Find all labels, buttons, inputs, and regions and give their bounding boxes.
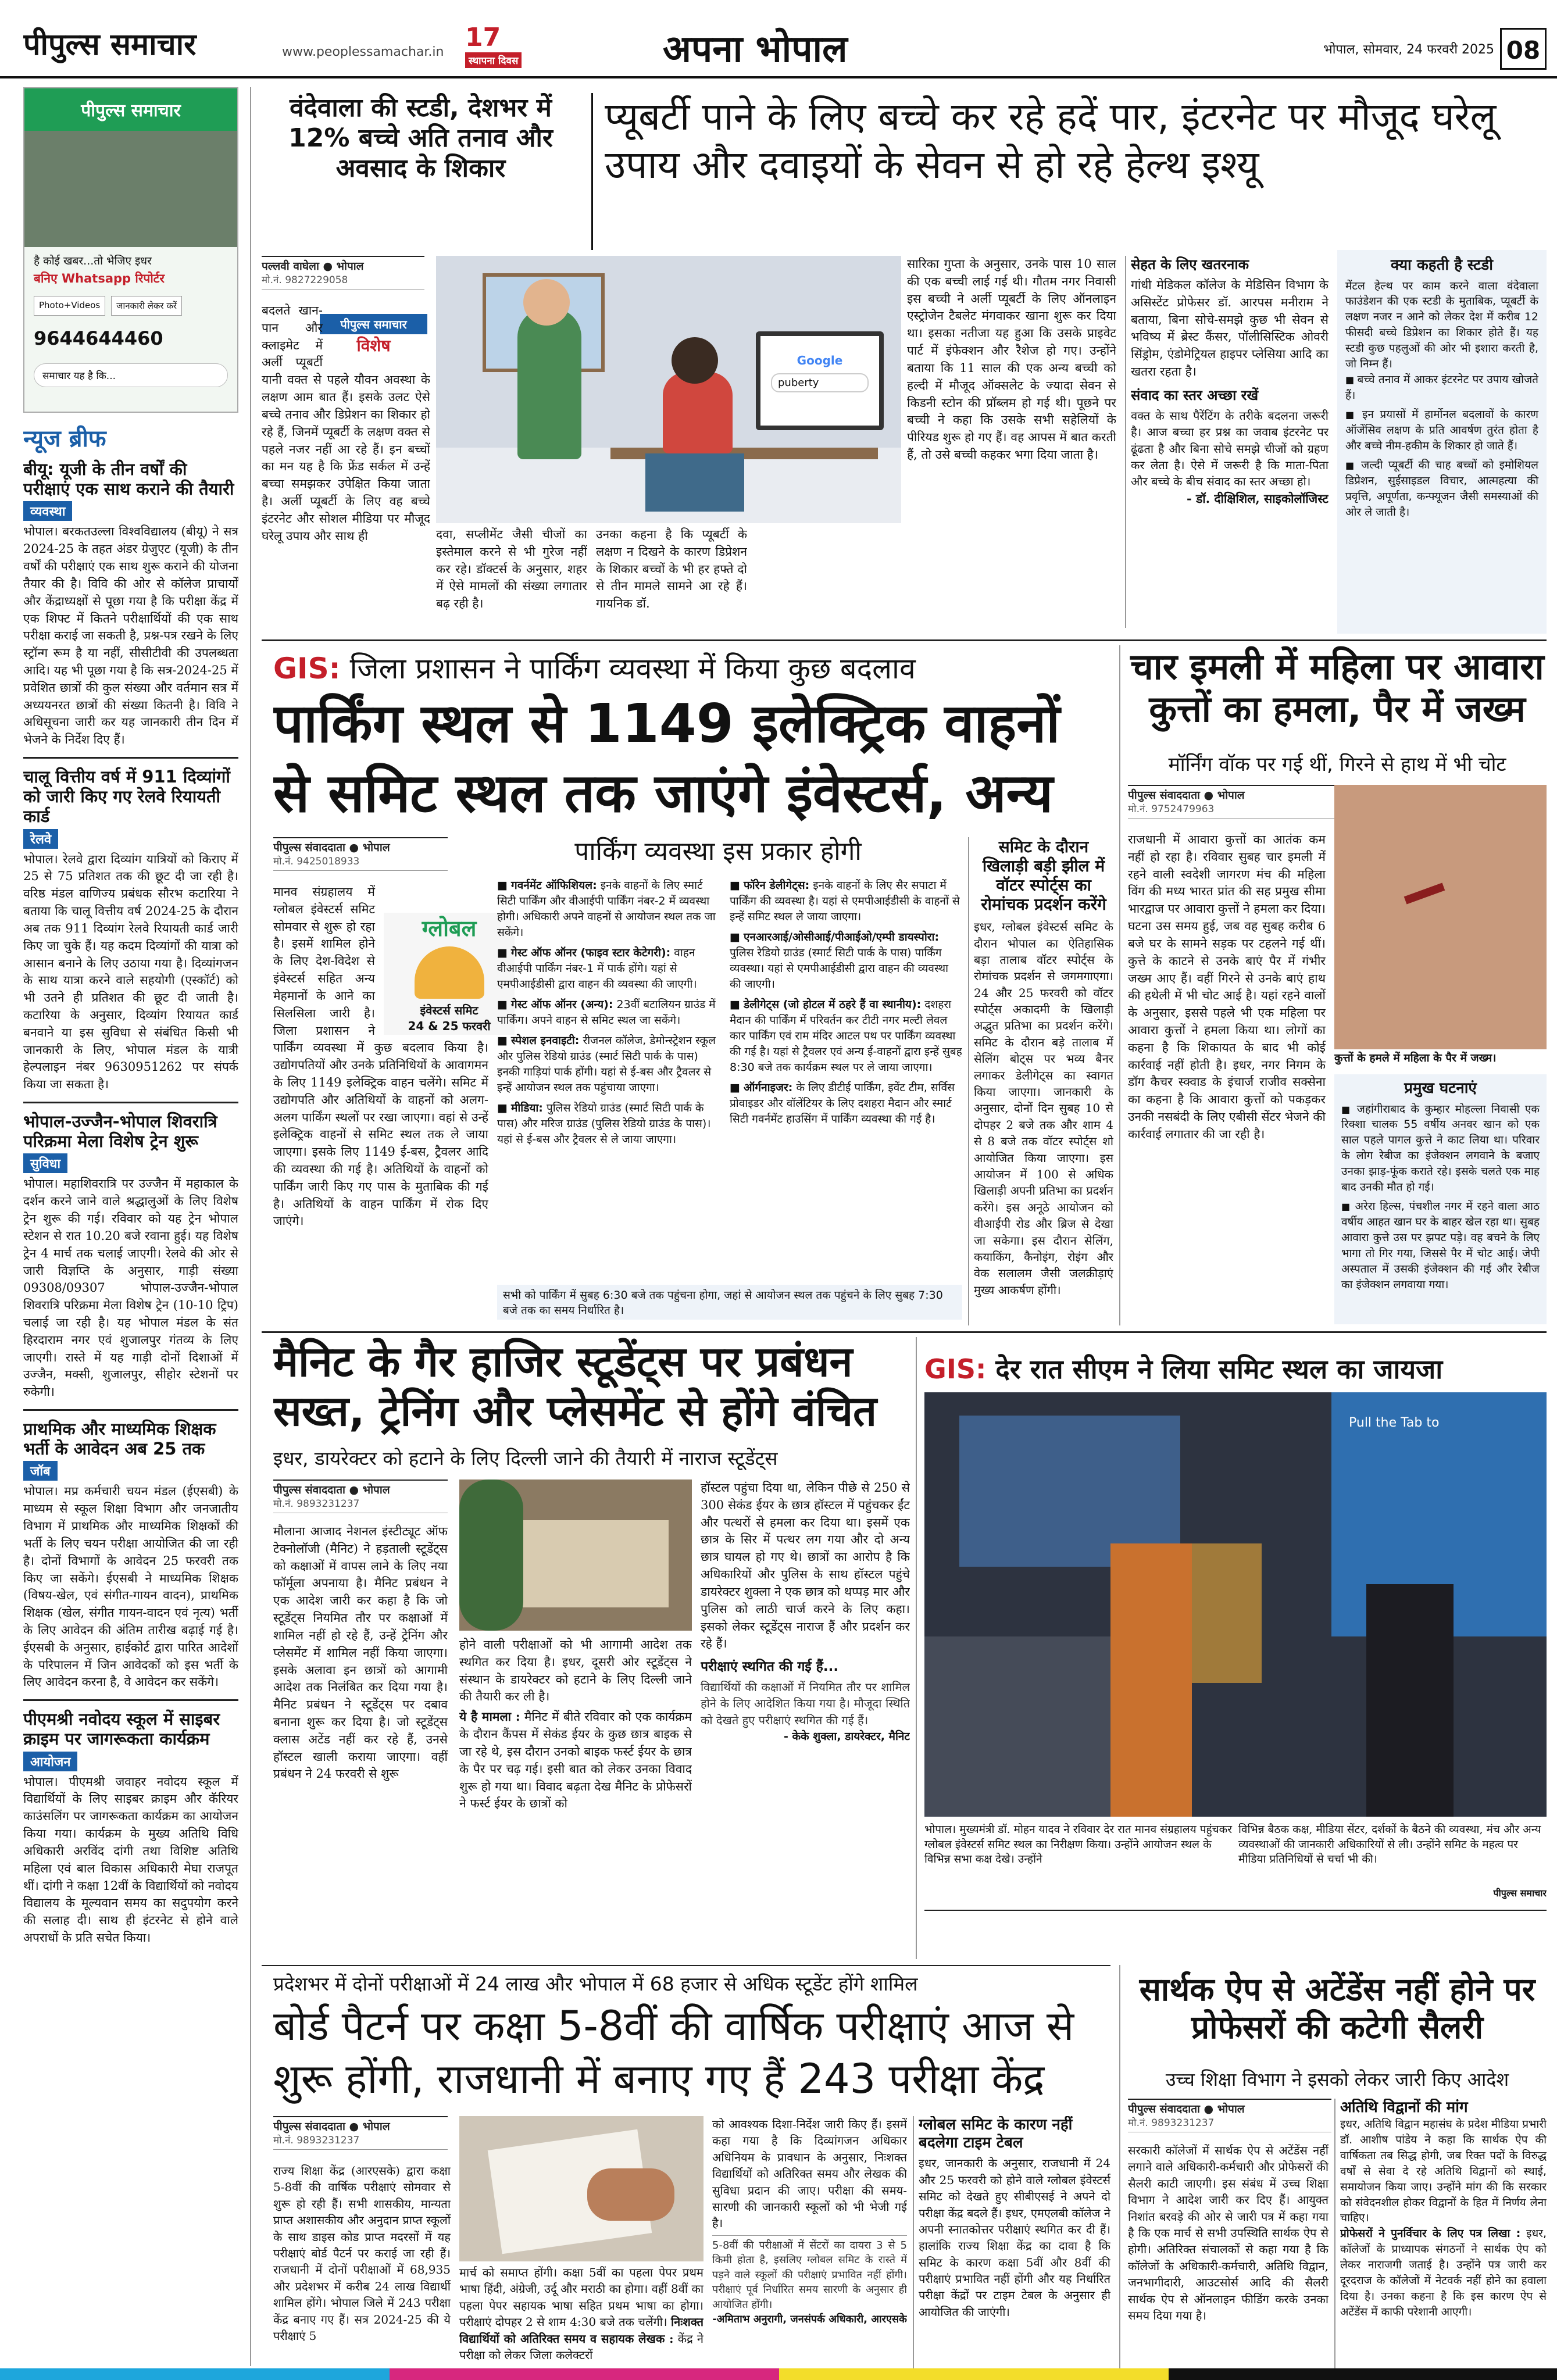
story5-col2: होने वाली परीक्षाओं को भी आगामी आदेश तक स्थगित कर दिया है। इधर, दूसरी ओर स्टूडेंट्स ने संस्थान के डायरेक्टर को हटाने के लिए दिल्ली जाने की तैयारी कर ली है। ये है मामला : मैनिट में बीते रविवार को एक कार्यक्रम के दौरान कैंपस में सेकंड ईयर के कुछ छात्र बाइक से जा रहे थे, इस दौरान उनको बाइक फर्स्ट ईयर के छात्र के पैर पर चढ़ गई। इसी बात को लेकर उनका विवाद शुरू हो गया था। विवाद बढ़ता देख मैनिट के प्रोफेसरों ने फर्स्ट ईयर के छात्रों को [459,1638,692,1811]
byline-text: पीपुल्स संवाददाता ● भोपाल [1128,2103,1245,2115]
byline-phone: मो.नं. 9893231237 [273,1498,360,1510]
story7-byline [273,2116,448,2157]
byline-phone: मो.नं. 9893231237 [1128,2117,1215,2129]
promo-line-2: बनिए Whatsapp रिपोर्टर [34,271,165,285]
story7-kicker: प्रदेशभर में दोनों परीक्षाओं में 24 लाख और भोपाल में 68 हजार से अधिक स्टूडेंट होंगे शामिल [273,1972,918,1995]
official-figure [1366,1584,1454,1817]
dateline: भोपाल, सोमवार, 24 फरवरी 2025 [1323,42,1494,57]
story3-headline: समिट के दौरान खिलाड़ी बड़ी झील में वॉटर स्पोर्ट्स का रोमांचक प्रदर्शन करेंगे [981,837,1106,914]
story4-body: राजधानी में आवारा कुत्तों का आतंक कम नहीं हो रहा है। रविवार सुबह चार इमली में रहने वाली स्वदेशी जागरण मंच की महिला विंग की मध्य भारत प्रांत की सह प्रमुख सीमा भारद्वाज पर आवारा कुत्तों ने हमला कर दिया। घटना उस समय हुई, जब वह सुबह करीब 6 बजे घर के सामने सड़क पर टहलने गई थीं। कुत्ते के काटने से उनके बाएं पैर में गंभीर जख्म आए हैं। वहीं गिरने से उनके बाएं हाथ की हथेली में भी चोट आई है। यहां रहने वालों के अनुसार, इससे पहले भी एक महिला पर आवारा कुत्तों ने हमला किया था। लोगों का कहना है कि शिकायत के बाद भी कोई कार्रवाई नहीं होती है। इधर, नगर निगम के डॉग कैचर स्क्वाड के इंचार्ज राजीव सक्सेना का कहना है कि आवारा कुत्तों को पकड़कर उनकी नसबंदी के लिए एबीसी सेंटर भेजने की कार्रवाई लगातार की जा रही है। [1128,832,1326,1141]
photo-video-button[interactable]: Photo+Videos [34,296,105,316]
col3-signature: -अमिताभ अनुरागी, जनसंपर्क अधिकारी, आरएसके [712,2313,907,2326]
story7-headline: बोर्ड पैटर्न पर कक्षा 5-8वीं की वार्षिक परीक्षाएं आज से शुरू होंगी, राजधानी में बनाए गए हैं 243 परीक्षा केंद्र [273,2002,1074,2103]
brief-tag: व्यवस्था [23,501,72,521]
story1-headline [605,93,1535,250]
sidebar-text: इधर, जानकारी के अनुसार, राजधानी में 24 और 25 फरवरी को होने वाले ग्लोबल इंवेस्टर्स समिट को देखते हुए सीबीएसई ने अपने दो परीक्षा केंद्र बदले हैं। इधर, एमएलबी कॉलेज ने अपनी स्नातकोत्तर परीक्षाएं स्थगित कर दी हैं। हालांकि राज्य शिक्षा केंद्र का दावा है कि समिट के कारण कक्षा 5वीं और 8वीं की परीक्षाएं प्रभावित नहीं होंगी और यह निर्धारित परीक्षा केंद्रों पर टाइम टेबल के अनुसार ही आयोजित की जाएंगी। [919,2156,1110,2319]
parking-item: ■ गेस्ट ऑफ ऑनर (अन्य): 23वीं बटालियन ग्राउंड में पार्किंग। अपने वाहन से समिट स्थल जा सकेंगे। [497,998,716,1027]
col5-subhead-2: संवाद का स्तर अच्छा रखें [1131,387,1259,403]
brief-item [23,459,238,749]
incident-point: ■ जहांगीराबाद के कुम्हार मोहल्ला निवासी एक रिक्शा चालक 55 वर्षीय अनवर खान को एक साल पहले पागल कुत्ते ने काट लिया था। परिवार के लोग रेबीज का इंजेक्शन लगवाने के बजाए उनका झाड़-फूंक कराते रहे। इसके चलते एक माह बाद उनकी मौत हो गई। [1341,1102,1540,1196]
anniversary-badge [465,23,547,76]
story8-body: सरकारी कॉलेजों में सार्थक ऐप से अटेंडेंस नहीं लगाने वाले अधिकारी-कर्मचारी और प्रोफेसरों की सैलरी काटी जाएगी। इस संबंध में उच्च शिक्षा विभाग ने आदेश जारी कर दिए हैं। आयुक्त निशांत बरवड़े की ओर से जारी पत्र में कहा गया है कि एक मार्च से सभी उपस्थिति सार्थक ऐप से होगी। अतिरिक्त संचालकों से कहा गया है कि कॉलेजों के अधिकारी-कर्मचारी, अतिथि विद्वान, जनभागीदारी, आउटसोर्स आदि की सैलरी सार्थक ऐप से ऑनलाइन फीडिंग करके उनका समय दिया गया है। [1128,2143,1329,2322]
incident-point: ■ अरेरा हिल्स, पंचशील नगर में रहने वाला आठ वर्षीय आहत खान घर के बाहर खेल रहा था। सुबह आवारा कुत्ते उस पर झपट पड़े। वह बचने के लिए भागा तो गिर गया, जिससे पैर में चोट आई। जेपी अस्पताल में उसकी इंजेक्शन की गई और रेबीज का इंजेक्शन लगवाया गया। [1341,1199,1540,1293]
incident-box [1334,1074,1547,1324]
study-point: ■ जल्दी प्यूबर्टी की चाह बच्चों को इमोशियल डिप्रेशन, सुईसाइडल विचार, आत्महत्या की प्रवृत्ति, अपूर्णता, कन्फ्यूजन जैसी समस्याओं की ओर ले जाती है। [1345,458,1538,520]
byline-text: पीपुल्स संवाददाता ● भोपाल [273,1484,390,1496]
parking-footnote: सभी को पार्किंग में सुबह 6:30 बजे तक पहुंचना होगा, जहां से आयोजन स्थल तक पहुंचने के लिए सुबह 7:30 बजे तक का समय निर्धारित है। [497,1285,962,1320]
story3 [974,837,1113,1325]
story5-col1: मौलाना आजाद नेशनल इंस्टीट्यूट ऑफ टेक्नोलॉजी (मैनिट) ने हड़ताली स्टूडेंट्स को कक्षाओं में वापस लाने के लिए नया फॉर्मूला अपनाया है। मैनिट प्रबंधन ने एक आदेश जारी कर कहा है कि जो स्टूडेंट्स नियमित तौर पर कक्षाओं में शामिल नहीं हो रहे हैं, उन्हें ट्रेनिंग और प्लेसमेंट में शामिल नहीं किया जाएगा। इसके अलावा इन छात्रों को आगामी आदेश तक निलंबित कर दिया गया है। मैनिट प्रबंधन ने स्टूडेंट्स पर दबाव बनाना शुरू कर दिया है। जो स्टूडेंट्स क्लास अटेंड नहीं कर रहे हैं, उनसे हॉस्टल खाली कराया जाएगा। वहीं प्रबंधन ने 24 फरवरी से शुरू [273,1524,448,1781]
brief-item [23,1112,238,1401]
story6-kicker-text: देर रात सीएम ने लिया समिट स्थल का जायजा [995,1353,1443,1385]
anniv-number: 17 [465,23,501,52]
gis-label: GIS: [273,652,341,685]
brief-tag: आयोजन [23,1752,77,1771]
exam-photo [459,2116,703,2261]
story3-body: इधर, ग्लोबल इंवेस्टर्स समिट के दौरान भोपाल का ऐतिहासिक बड़ा तालाब वॉटर स्पोर्ट्स के रोमांचक प्रदर्शन से जगमगाएगा। 24 और 25 फरवरी को वॉटर स्पोर्ट्स अकादमी के खिलाड़ी अद्भुत प्रतिभा का प्रदर्शन करेंगे। समिट के दौरान बड़े तालाब में सेलिंग बोट्स पर भव्य बैनर लगाकर डेलीगेट्स का स्वागत किया जाएगा। जानकारी के अनुसार, दोनों दिन सुबह 10 से दोपहर 2 बजे तक और शाम 4 से 8 बजे तक वॉटर स्पोर्ट्स शो आयोजित किया जाएगा। इस आयोजन में 100 से अधिक खिलाड़ी अपनी प्रतिभा का प्रदर्शन करेंगे। इस अनूठे आयोजन को वीआईपी रोड और ब्रिज से देखा जा सकेगा। इस दौरान सेलिंग, कयाकिंग, कैनोइंग, रोइंग और वेक सलालम जैसी जलक्रीड़ाएं मुख्य आकर्षण होंगी। [974,920,1113,1297]
sidebar-text-2: प्रोफेसरों ने पुनर्विचार के लिए पत्र लिखा : इधर, कॉलेजों के प्राध्यापक संगठनों ने सार्थक ऐप को लेकर नाराजगी जताई है। उन्होंने पत्र जारी कर दूरदराज के कॉलेजों में नेटवर्क नहीं होने का हवाला दिया है। उनका कहना है कि इस कारण ऐप से अटेंडेंस में काफी परेशानी आएगी। [1340,2227,1547,2319]
story8-headline: सार्थक ऐप से अटेंडेंस नहीं होने पर प्रोफेसरों की कटेगी सैलरी [1139,1971,1535,2046]
story4-photo-caption: कुत्तों के हमले में महिला के पैर में जख्म। [1334,1052,1497,1064]
byline-text: पीपुल्स संवाददाता ● भोपाल [1128,789,1245,802]
story1-illustration [436,256,901,523]
brief-item [23,1709,238,1947]
byline-phone: मो.नं. 9425018933 [273,855,360,867]
mother-figure [517,308,581,459]
sidebar-subhead: ग्लोबल समिट के कारण नहीं बदलेगा टाइम टेबल [919,2116,1073,2152]
parking-item: ■ गवर्नमेंट ऑफिशियल: इनके वाहनों के लिए स्मार्ट सिटी पार्किंग और वीआईपी पार्किंग नंबर-2 में व्यवस्था होगी। अधिकारी अपने वाहनों से आयोजन स्थल तक जा सकेंगे। [497,879,716,939]
byline-phone: मो.नं. 9893231237 [273,2134,360,2146]
story2-kicker [273,648,1070,689]
story8-byline [1128,2099,1331,2139]
story1-col1: बदलते खान-पान और क्लाइमेट में अर्ली प्यूबर्टी यानी वक्त से पहले यौवन अवस्था के लक्षण आम बात हैं। इसके उलट ऐसे बच्चे तनाव और डिप्रेशन का शिकार हो रहे हैं, जिनमें प्यूबर्टी के लक्षण वक्त से पहले नजर नहीं आ रहे हैं। इन बच्चों का मन यह है कि फ्रेंड सर्कल में उन्हें बच्चा समझकर उपेक्षित किया जाता है। अर्ली प्यूबर्टी के लिए वह बच्चे इंटरनेट और सोशल मीडिया पर मौजूद घरेलू उपाय और साथ ही [262,303,430,543]
monitor [756,331,884,430]
page-number: 08 [1500,28,1547,70]
child-head [672,337,718,384]
col5-subhead: सेहत के लिए खतरनाक [1131,256,1249,273]
brief-headline: भोपाल-उज्जैन-भोपाल शिवरात्रि परिक्रमा मेला विशेष ट्रेन शुरू [23,1112,217,1152]
story6-kicker [924,1349,1547,1389]
promo-line-1: है कोई खबर...तो भेजिए इधर [34,255,152,267]
gis-label: GIS: [924,1353,987,1385]
google-logo: Google [797,353,843,367]
parking-item: ■ एनआरआई/ओसीआई/पीआईओ/एम्पी डायस्पोरा: पुलिस रेडियो ग्राउंड (स्मार्ट सिटी पार्क के पास) पार्किंग व्यवस्था। यहां से एमपीआईडीसी द्वारा वाहन की व्यवस्था की जाएगी। [730,930,949,991]
study-point: ■ इन प्रयासों में हार्मोनल बदलावों के कारण ऑजेंसिव लक्षण के प्रति आवर्षण तुरंत होता है और बच्चे नीम-हकीम के शिकार हो जाते हैं। [1345,407,1538,454]
banner-text: Pull the Tab to [1349,1416,1440,1430]
masthead [0,0,1557,78]
story7-sidebar [919,2116,1110,2375]
brief-headline: पीएमश्री नवोदय स्कूल में साइबर क्राइम पर जागरूकता कार्यक्रम [23,1709,220,1749]
summit-logo-title: ग्लोबल [422,916,477,941]
story2-body: मानव संग्रहालय में ग्लोबल इंवेस्टर्स समिट सोमवार से शुरू हो रहा है। इसमें शामिल होने के लिए देश-विदेश से इंवेस्टर्स सहित अन्य मेहमानों के आने का सिलसिला जारी है। जिला प्रशासन ने पार्किंग व्यवस्था में कुछ बदलाव किया है। उद्योगपतियों और उनके प्रतिनिधियों के आवागमन के लिए 1149 इलेक्ट्रिक वाहन चलेंगे। समिट में उद्योगपति और अतिथियों के वाहनों को अलग-अलग पार्किंग स्थलों पर रखा जाएगा। वहां से उन्हें इलेक्ट्रिक वाहनों से समिट स्थल तक ले जाया जाएगा। इसके लिए 1149 ई-बस, ट्रैवलर आदि की व्यवस्था की गई है। अतिथियों के वाहनों को पार्किंग जारी किए गए पास के मुताबिक की गई है। अतिथियों के वाहन पार्किंग में रोक दिए जाएंगे। [273,885,488,1228]
byline-phone: मो.नं. 9752479963 [1128,803,1215,815]
incident-box-title: प्रमुख घटनाएं [1404,1080,1477,1097]
parking-item: ■ फॉरेन डेलीगेट्स: इनके वाहनों के लिए सैर सपाटा में पार्किंग की व्यवस्था है। यहां से एमपीआईडीसी के वाहनों से इन्हें समिट स्थल ले जाया जाएगा। [730,879,960,923]
story5-headline: मैनिट के गैर हाजिर स्टूडेंट्स पर प्रबंधन सख्त, ट्रेनिंग और प्लेसमेंट से होंगे वंचित [273,1337,877,1435]
photo-credit: पीपुल्स समाचार [1493,1888,1547,1899]
col3-note: 5-8वीं की परीक्षाओं में सेंटरों का दायरा 3 से 5 किमी होता है, इसलिए ग्लोबल समिट के रास्ते में पड़ने वाले स्कूलों की परीक्षाएं प्रभावित नहीं होंगी। परीक्षाएं पूर्व निर्धारित समय सारणी के अनुसार ही आयोजित होंगी। [712,2235,907,2313]
registration-strip-yellow [779,2368,1169,2380]
brief-item [23,767,238,1093]
parking-col2 [730,878,962,1285]
brief-body: भोपाल। महाशिवरात्रि पर उज्जैन में महाकाल के दर्शन करने जाने वाले श्रद्धालुओं के लिए विशेष ट्रेन शुरू की गई। रविवार को यह ट्रेन भोपाल स्टेशन से रात 10.20 बजे रवाना हुई। यह विशेष ट्रेन 4 मार्च तक चलाई जाएगी। रेलवे की ओर से जारी विज्ञप्ति के अनुसार, गाड़ी संख्या 09308/09307 भोपाल-उज्जैन-भोपाल शिवरात्रि परिक्रमा मेला विशेष ट्रेन (10-10 ट्रिप) चलाई जा रही है। यह भोपाल मंडल के संत हिरदाराम नगर एवं शुजालपुर गंतव्य के लिए जाएगी। रास्ते में यह गाड़ी दोनों दिशाओं में उज्जैन, मक्सी, शुजालपुर, सीहोर स्टेशनों पर रुकेगी। [23,1177,238,1399]
crowd [924,1636,1110,1817]
child-figure [663,372,733,453]
story1-byline [262,256,424,296]
story1-kicker-text: वंदेवाला की स्टडी, देशभर में 12% बच्चे अति तनाव और अवसाद के शिकार [288,93,553,183]
parking-item: ■ डेलीगेट्स (जो होटल में ठहरे हैं वा स्थानीय): दशहरा मैदान की पार्किंग में परिवर्तन कर टीटी नगर मल्टी लेवल कार पार्किंग एवं राम मंदिर आटल पथ पर पार्किंग व्यवस्था की गई है। यहां से ट्रैवलर एवं अन्य ई-वाहनों द्वारा इन्हें सुबह 8:30 बजे तक कार्यक्रम स्थल पर ले जाया जाएगा। [730,998,962,1074]
incident-points [1341,1102,1540,1293]
story4-photo [1334,785,1547,1049]
cm-visit-photo [924,1392,1547,1817]
cm-photo-caption-2: विभिन्न बैठक कक्ष, मीडिया सेंटर, दर्शकों के बैठने की व्यवस्था, मंच और अन्य व्यवस्थाओं की जानकारी अधिकारियों से ली। उन्होंने समिट के महत्व पर मीडिया प्रतिनिधियों से चर्चा भी की। [1238,1823,1541,1866]
story2-byline [273,837,448,878]
section-title: अपना भोपाल [663,28,848,71]
story4-byline [1128,785,1337,826]
story1-kicker [262,93,593,250]
col5-signature: - डॉ. दीक्षिशिल, साइकोलॉजिस्ट [1187,491,1329,506]
news-brief-column [23,459,238,2366]
website-link[interactable]: www.peoplessamachar.in [282,45,444,59]
summit-logo-date: 24 & 25 फरवरी [408,1019,491,1033]
study-box-intro: मेंटल हेल्थ पर काम करने वाला वंदेवाला फाउंडेशन की एक स्टडी के मुताबिक, प्यूबर्टी के लक्षण नजर न आने को लेकर देश में करीब 12 फीसदी बच्चे डिप्रेशन का शिकार होते हैं। यह स्टडी कुछ पहलुओं की ओर भी इशारा करती है, जो निम्न हैं। [1345,279,1538,371]
story1-col4: सारिका गुप्ता के अनुसार, उनके पास 10 साल की एक बच्ची लाई गई थी। गौतम नगर निवासी इस बच्ची ने अर्ली प्यूबर्टी के लिए ऑनलाइन एस्ट्रोजेन टैबलेट मंगवाकर खाना शुरू कर दिया था। इसका नतीजा यह हुआ कि उसके प्राइवेट पार्ट में इंफेक्शन और रैशेज हो गए। उन्होंने बताया कि 11 साल की एक अन्य बच्ची को हल्दी में मौजूद ऑक्सलेट के ज्यादा सेवन से किडनी स्टोन की प्रॉब्लम हो गई थी। पूछने पर बच्ची ने कहा कि उसके सभी सहेलियों के पीरियड शुरू हो गए हैं। वह आपस में बात करती हैं, तो उसे बच्ची कहकर भगा दिया जाता है। [907,257,1116,462]
byline-text: पीपुल्स संवाददाता ● भोपाल [273,841,390,854]
brief-body: भोपाल। बरकतउल्ला विश्वविद्यालय (बीयू) ने सत्र 2024-25 के तहत अंडर ग्रेजुएट (यूजी) के तीन वर्षों की परीक्षाएं एक साथ शुरू कराने की योजना तैयार की है। विवि की ओर से कॉलेज प्राचार्यों और केंद्राध्यक्षों से पूछा गया है कि परीक्षा केंद्र में एक शिफ्ट में कितने परीक्षार्थियों की एक साथ परीक्षा कराई जा सकती है, प्रश्न-पत्र रखने के लिए स्ट्रॉन्ग रूम है या नहीं, सीसीटीवी की उपलब्धता आदि। यह भी पूछा गया है कि सत्र-2024-25 में प्रवेशित छात्रों की कुल संख्या और वर्तमान सत्र में अध्ययनरत छात्रों की संख्या कितनी है। विवि ने अधिसूचना जारी कर यह जानकारी तीन दिन में भेजने के निर्देश दिए हैं। [23,524,238,747]
whatsapp-phone[interactable]: 9644644460 [34,327,163,349]
search-box: puberty [771,373,869,392]
study-point: ■ बच्चे तनाव में आकर इंटरनेट पर उपाय खोजते हैं। [1345,372,1538,403]
parking-item: ■ स्पेशल इनवाइटी: रीजनल कॉलेज, डेमोन्स्ट्रेशन स्कूल और पुलिस रेडियो ग्राउंड (स्मार्ट सिटी पार्क के पास) इनकी गाड़ियां पार्क होंगी। यहां से ई-बस और ट्रैवलर से इन्हें आयोजन स्थल तक पहुंचाया जाएगा। [497,1034,716,1094]
manit-building-photo [459,1480,692,1631]
study-box-title: क्या कहती है स्टडी [1391,256,1493,274]
masthead-logo: पीपुल्स समाचार [23,27,197,62]
parking-col1 [497,878,724,1285]
brief-tag: रेलवे [23,829,58,849]
tree [459,1480,523,1631]
brief-headline: बीयू: यूजी के तीन वर्षों की परीक्षाएं एक साथ कराने की तैयारी [23,459,234,499]
summit-logo-sub: इंवेस्टर्स समिट [420,1003,478,1017]
brief-tag: सुविधा [23,1153,67,1173]
byline-phone: मो.नं. 9827229058 [262,274,348,286]
story1-col3: उनका कहना है कि प्यूबर्टी के लक्षण न दिखने के कारण डिप्रेशन के शिकार बच्चों के भी हर हफ्ते दो से तीन मामले सामने आ रहे हैं। गायनिक डॉ. [596,527,747,611]
hand [587,2168,674,2221]
story2-headline: पार्किंग स्थल से 1149 इलेक्ट्रिक वाहनों से समिट स्थल तक जाएंगे इंवेस्टर्स, अन्य [273,692,1060,824]
brief-headline: चालू वित्तीय वर्ष में 911 दिव्यांगों को जारी किए गए रेलवे रियायती कार्ड [23,767,230,827]
story1-col5 [1131,256,1329,634]
story7-col1: राज्य शिक्षा केंद्र (आरएसके) द्वारा कक्षा 5-8वीं की वार्षिक परीक्षाएं सोमवार से शुरू हो रही हैं। सभी शासकीय, मान्यता प्राप्त अशासकीय और अनुदान प्राप्त स्कूलों के साथ डाइस कोड प्राप्त मदरसों में यह परीक्षाएं बोर्ड पैटर्न पर कराई जा रही हैं। राजधानी में दोनों परीक्षाओं में 68,935 और प्रदेशभर में करीब 24 लाख विद्यार्थी शामिल होंगे। भोपाल जिले में 243 परीक्षा केंद्र बनाए गए हैं। सत्र 2024-25 की ये परीक्षाएं 5 [273,2164,451,2343]
story1-col2: दवा, सप्लीमेंट जैसी चीजों का इस्तेमाल करने से भी गुरेज नहीं कर रहे। डॉक्टर्स के अनुसार, शहर में ऐसे मामलों की संख्या लगातार बढ़ रही है। [436,527,587,611]
story4-headline: चार इमली में महिला पर आवारा कुत्तों का हमला, पैर में जख्म [1130,645,1544,731]
brief-body: भोपाल। पीएमश्री जवाहर नवोदय स्कूल में विद्यार्थियों के लिए साइबर क्राइम और कॅरियर काउंसलिंग पर जागरूकता कार्यक्रम का आयोजन किया गया। कार्यक्रम के मुख्य अतिथि विधि अधिकारी अरविंद दांगी तथा विशिष्ट अतिथि महिला एवं बाल विकास अधिकारी मेघा राजपूत थीं। दांगी ने कक्षा 12वीं के विद्यार्थियों को नवोदय विद्यालय के मूल्यवान समय का सदुपयोग करने की सलाह दी। साथ ही इंटरनेट से होने वाले अपराधों के प्रति सचेत किया। [23,1774,238,1945]
cm-photo-caption-1: भोपाल। मुख्यमंत्री डॉ. मोहन यादव ने रविवार देर रात मानव संग्रहालय पहुंचकर ग्लोबल इंवेस्टर्स समिट स्थल का निरीक्षण किया। उन्होंने आयोजन स्थल के विभिन्न सभा कक्ष देखे। उन्होंने [924,1823,1233,1866]
story1-headline-text: प्यूबर्टी पाने के लिए बच्चे कर रहे हदें पार, इंटरनेट पर मौजूद घरेलू उपाय और दवाइयों के सेवन से हो रहे हेल्थ इश्यू [605,94,1497,187]
registration-strip-cyan [0,2368,390,2380]
story8-subhead: उच्च शिक्षा विभाग ने इसको लेकर जारी किए आदेश [1165,2068,1509,2090]
col3-text: हॉस्टल पहुंचा दिया था, लेकिन पीछे से 250 से 300 सेकंड ईयर के छात्र हॉस्टल में पहुंचकर ईंट और पत्थरों से हमला कर दिया था। इसमें एक छात्र के सिर में पत्थर लग गया और दो अन्य छात्र घायल हो गए थे। छात्रों का आरोप है कि अधिकारियों और पुलिस के साथ हॉस्टल पहुंचे डायरेक्टर शुक्ला ने एक छात्र को थप्पड़ मार और पुलिस को लाठी चार्ज करने के लिए कहा। इसको लेकर स्टूडेंट्स नाराज हैं और प्रदर्शन कर रहे हैं। [701,1481,910,1651]
story7-col3 [712,2116,907,2375]
chat-input[interactable]: समाचार यह है कि... [34,363,228,387]
parking-item: ■ गेस्ट ऑफ ऑनर (फाइव स्टार केटेगरी): वाहन वीआईपी पार्किंग नंबर-1 में पार्क होंगे। यहां से एमपीआईडीसी द्वारा वाहन की व्यवस्था की जाएगी। [497,946,697,991]
story8-sidebar [1340,2099,1547,2375]
study-box-points [1345,372,1538,520]
cm-figure [1110,1543,1192,1817]
sidebar-subhead: अतिथि विद्वानों की मांग [1340,2099,1468,2116]
col3-quote-sig: - केके शुक्ला, डायरेक्टर, मैनिट [783,1730,910,1743]
story4-subhead: मॉर्निंग वॉक पर गई थीं, गिरने से हाथ में भी चोट [1168,753,1506,776]
sidebar-subhead-2: प्रोफेसरों ने पुनर्विचार के लिए पत्र लिखा : [1340,2227,1521,2240]
registration-strip-magenta [390,2368,779,2380]
story5-byline [273,1480,448,1520]
anniv-label: स्थापना दिवस [465,52,522,68]
byline-text: पीपुल्स संवाददाता ● भोपाल [273,2120,390,2133]
study-box [1337,250,1547,634]
col5-text: गांधी मेडिकल कॉलेज के मेडिसिन विभाग के असिस्टेंट प्रोफेसर डॉ. आरपस मनीराम ने बताया, बिना सोचे-समझे कुछ भी सेवन से भविष्य में ब्रेस्ट कैंसर, पॉलीसिस्टिक ओवरी सिंड्रोम, एंडोमेट्रियल हाइपर प्लेसिया आदि का खतरा रहता है। [1131,278,1329,379]
parking-item: ■ मीडिया: पुलिस रेडियो ग्राउंड (स्मार्ट सिटी पार्क के पास) और मरिज ग्राउंड (पुलिस रेडियो ग्राउंड के पास)। यहां से ई-बस और ट्रैवलर से ले जाया जाएगा। [497,1101,711,1146]
story2-subhead: पार्किंग व्यवस्था इस प्रकार होगी [574,837,862,866]
brief-item [23,1419,238,1691]
info-button[interactable]: जानकारी लेकर करें [111,296,182,316]
col2-subhead: निःशक्त विद्यार्थियों को अतिरिक्त समय व सहायक लेखक : [459,2315,703,2346]
col3-quote: विद्यार्थियों की कक्षाओं में नियमित तौर पर शामिल होने के लिए आदेशित किया गया है। मौजूदा स्थिति को देखते हुए परीक्षाएं स्थगित की गई हैं। [701,1679,910,1727]
parking-item: ■ ऑर्गनाइजर: के लिए डीटीई पार्किंग, इवेंट टीम, सर्विस प्रोवाइडर और वॉलेंटियर के लिए दशहरा मैदान और स्मार्ट सिटी गवर्नमेंट हाउसिंग में पार्किंग व्यवस्था की गई है। [730,1081,955,1125]
registration-strip-black [1169,2368,1557,2380]
sidebar-text: इधर, अतिथि विद्वान महासंघ के प्रदेश मीडिया प्रभारी डॉ. आशीष पांडेय ने कहा कि सार्थक ऐप की वार्षिकता तब सिद्ध होगी, जब रिक्त पदों के विरुद्ध वर्षों से सेवा दे रहे अतिथि विद्वानों को स्थाई, समायोजन किया जाए। उन्होंने मांग की कि सरकार को संवेदनशील होकर विद्वानों के हित में निर्णय लेना चाहिए। [1340,2117,1547,2225]
mother-head [523,279,570,326]
brief-body: भोपाल। मप्र कर्मचारी चयन मंडल (ईएसबी) के माध्यम से स्कूल शिक्षा विभाग और जनजातीय विभाग में प्राथमिक और माध्यमिक शिक्षकों की भर्ती के लिए चयन परीक्षा आयोजित की जा रही है। दोनों विभागों के आवेदन 25 फरवरी तक किए जा सकेंगे। ईएसबी ने माध्यमिक शिक्षक (विषय-खेल, एवं संगीत-गायन वादन), प्राथमिक शिक्षक (खेल, संगीत गायन-वादन एवं नृत्य) भर्ती के लिए आवेदन की अंतिम तारीख बढ़ाई गई है। ईएसबी के अनुसार, हाईकोर्ट द्वारा पारित आदेशों के परिपालन में जिन आवेदकों को इस भर्ती के लिए आवेदन करना है, वे आवेदन कर सकेंगे। [23,1484,238,1689]
story5-col3 [701,1480,910,1962]
brief-headline: प्राथमिक और माध्यमिक शिक्षक भर्ती के आवेदन अब 25 तक [23,1419,216,1459]
story7-col2: मार्च को समाप्त होंगी। कक्षा 5वीं का पहला पेपर प्रथम भाषा हिंदी, अंग्रेजी, उर्दू और मराठी का होगा। वहीं 8वीं का पहला पेपर सहायक भाषा सहित प्रथम भाषा का होगा। परीक्षाएं दोपहर 2 से शाम 4:30 बजे तक चलेंगी। निःशक्त विद्यार्थियों को अतिरिक्त समय व सहायक लेखक : केंद्र ने परीक्षा को लेकर जिला कलेक्टरों [459,2265,703,2362]
col3-subhead: परीक्षाएं स्थगित की गई हैं... [701,1659,839,1675]
chair [645,453,744,512]
brief-body: भोपाल। रेलवे द्वारा दिव्यांग यात्रियों को किराए में 25 से 75 प्रतिशत तक की छूट दी जा रही है। वरिष्ठ मंडल वाणिज्य प्रबंधक सौरभ कटारिया ने बताया कि चालू वित्तीय वर्ष 2024-25 के दौरान अब तक 911 दिव्यांग रेलवे रियायती कार्ड जारी किए जा चुके हैं। यह कदम दिव्यांगों की यात्रा को आसान बनाने के लिए उठाया गया है। दिव्यांगजन के साथ यात्रा करने वाले सहयोगी (एस्कॉर्ट) को भी उतने ही प्रतिशत की छूट दी जाती है। कटारिया के अनुसार, दिव्यांग रियायत कार्ड बनवाने या इस सुविधा से संबंधित किसी भी जानकारी के लिए, भोपाल मंडल के यात्री हेल्पलाइन नंबर 9630951262 पर संपर्क किया जा सकता है। [23,852,238,1092]
col2-subhead: ये है मामला : [459,1709,520,1724]
special-logo: पीपुल्स समाचार [320,314,427,334]
col5-text-2: वक्त के साथ पैरेंटिंग के तरीके बदलना जरूरी है। आज बच्चा हर प्रश्न का जवाब इंटरनेट पर ढूंढता है और बिना सोचे समझे चीजों को ग्रहण कर लेता है। ऐसे में जरूरी है कि माता-पिता और बच्चे के बीच संवाद का स्तर अच्छा हो। [1131,408,1329,489]
wound-mark [1404,882,1445,904]
special-label: विशेष [356,336,391,355]
promo-photo [24,131,237,247]
brief-tag: जॉब [23,1461,58,1481]
byline-text: पल्लवी वाघेला ● भोपाल [262,260,364,273]
story5-subhead: इधर, डायरेक्टर को हटाने के लिए दिल्ली जाने की तैयारी में नाराज स्टूडेंट्स [273,1447,778,1470]
promo-logo: पीपुल्स समाचार [24,88,237,131]
col3-text: को आवश्यक दिशा-निर्देश जारी किए हैं। इसमें कहा गया है कि दिव्यांगजन अधिकार अधिनियम के प्रावधान के अनुसार, निःशक्त विद्यार्थियों को अतिरिक्त समय और लेखक की सुविधा प्रदान की जाए। परीक्षा की समय-सारणी की जानकारी स्कूलों को भी भेजी गई है। [712,2117,907,2231]
story2-kicker-text: जिला प्रशासन ने पार्किंग व्यवस्था में किया कुछ बदलाव [349,652,916,685]
news-brief-title: न्यूज ब्रीफ [23,426,106,452]
